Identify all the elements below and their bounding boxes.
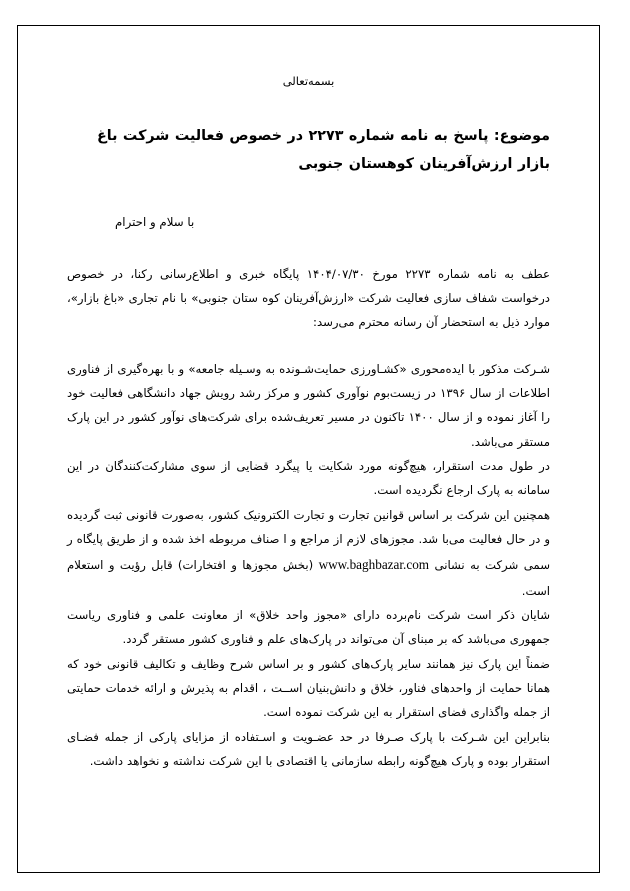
paragraph-relationship-clarification: بنابراین این شـرکت با پارک صـرفا در حد عضـویت و اسـتفاده از مزایای پارکی از جمله فضـای استقرار بوده و پارک هیچ‌گونه رابطه سازمانی یا اقتصادی با این شرکت نداشته و نخواهد داشت. xyxy=(67,729,550,769)
paragraph-reference: عطف به نامه شماره ۲۲۷۳ مورخ ۱۴۰۴/۰۷/۳۰ پایگاه خبری و اطلاع‌رسانی رکنا، در خصوص درخواست شفاف سازی فعالیت شرکت «ارزش‌آفرینان کوه ستان جنوبی» با نام تجاری «باغ بازار»، موارد ذیل به استحضار آن رسانه محترم می‌رسد: xyxy=(67,266,550,330)
letter-subject-title: موضوع: پاسخ به نامه شماره ۲۲۷۳ در خصوص فعالیت شرکت باغ بازار ارزش‌آفرینان کوهستان جنوبی xyxy=(96,128,550,172)
document-content xyxy=(17,25,600,873)
letter-salutation: با سلام و احترام xyxy=(115,214,195,229)
paragraph-legal-registration xyxy=(67,503,550,603)
paragraph-no-complaints: در طول مدت استقرار، هیچ‌گونه مورد شکایت یا پیگرد قضایی از سوی مشارکت‌کنندگان در این سامانه به پارک ارجاع نگردیده است. xyxy=(67,459,550,498)
company-website-url[interactable]: www.baghbazar.com xyxy=(318,557,430,573)
paragraph-creative-unit-license: شایان ذکر است شرکت نام‌برده دارای «مجوز واحد خلاق» از معاونت علمی و فناوری ریاست جمهوری می‌باشد که بر مبنای آن می‌تواند در پارک‌های علم و فناوری کشور مستقر گردد. xyxy=(67,608,550,647)
basmala-header: بسمه‌تعالی xyxy=(282,74,335,88)
paragraph-establishment: شـرکت مذکور با ایده‌محوری «کشـاورزی حمایت‌شـونده به وسـیله جامعه» و با بهره‌گیری از فناوری اطلاعات از سال ۱۳۹۶ در زیست‌بوم نوآوری کشور و مرکز رشد رویش جهاد دانشگاهی فعالیت خود را آغاز نموده و از سال ۱۴۰۰ تاکنون در مسیر تعریف‌شده برای شرکت‌های نوآور کشور در این پارک مستقر می‌باشد. xyxy=(67,361,550,449)
legal-registration-text-tail: (بخش مجوزها و افتخارات) قابل رؤیت و استعلام است. xyxy=(67,558,550,598)
paragraph-park-duties: ضمناً این پارک نیز همانند سایر پارک‌های کشور و بر اساس شرح وظایف و تکالیف قانونی خود که همانا حمایت از واحدهای فناور، خلاق و دانش‌بنیان اســت ، اقدام به پذیرش و ارائه خدمات حمایتی از جمله واگذاری فضای استقرار به این شرکت نموده است. xyxy=(67,656,550,720)
legal-registration-text-lead: همچنین این شرکت بر اساس قوانین تجارت و تجارت الکترونیک کشور، به‌صورت قانونی ثبت گردیده و در حال فعالیت می‌با شد. مجوزهای لازم از مراجع و ا صناف مربوطه اخذ شده و از طریق پایگاه ر سمی شرکت به نشانی xyxy=(67,507,550,573)
